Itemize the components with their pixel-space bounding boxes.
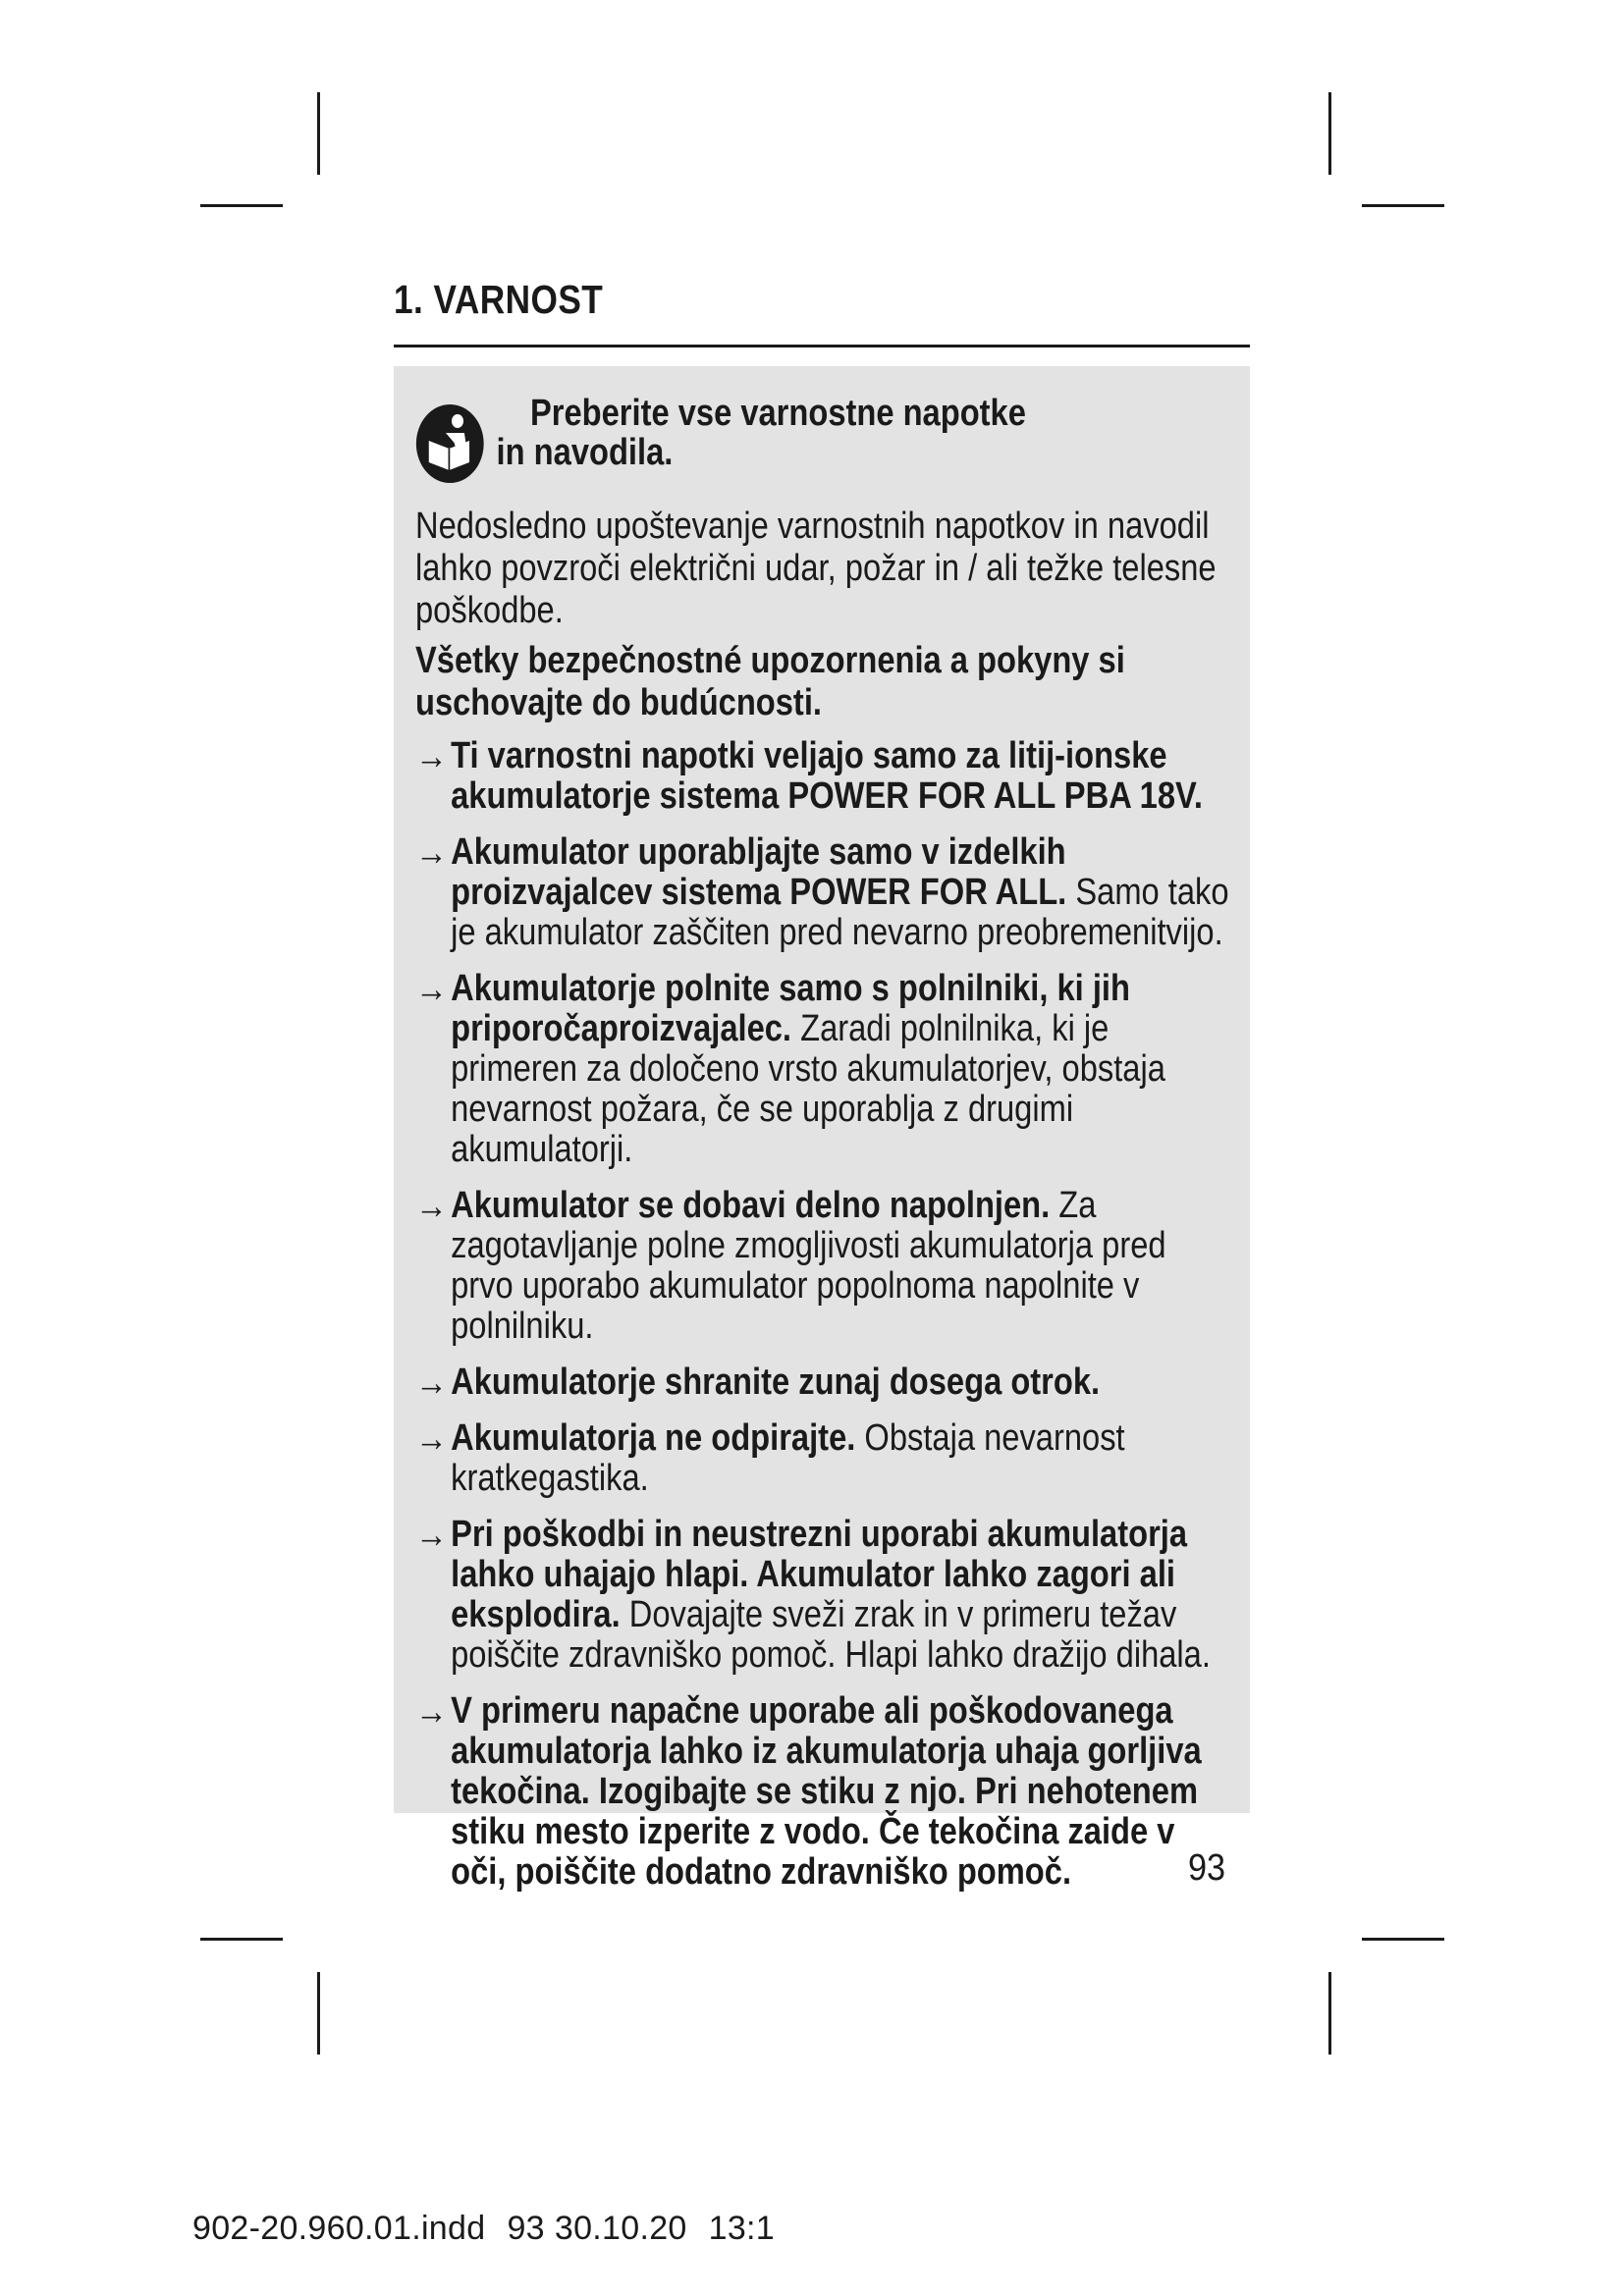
arrow-icon: → — [415, 832, 448, 874]
print-slug — [192, 2210, 796, 2248]
notice-header — [415, 394, 1234, 506]
slug-page: 93 — [507, 2210, 545, 2247]
notice-title-line1: Preberite vse varnostne napotke — [529, 393, 1026, 434]
slug-file: 902-20.960.01.indd — [192, 2210, 486, 2247]
crop-mark-top-right-vertical — [1328, 92, 1331, 175]
crop-mark-bottom-right-horizontal — [1362, 1938, 1444, 1941]
crop-mark-bottom-right-vertical — [1328, 1972, 1331, 2055]
crop-mark-bottom-left-horizontal — [200, 1938, 283, 1941]
list-item: → Akumulatorja ne odpirajte. Obstaja nevarnost kratkegastika. — [415, 1417, 1125, 1499]
page-number: 93 — [1188, 1847, 1226, 1889]
list-item: → Akumulator se dobavi delno napolnjen. Za zagotavljanje polne zmogljivosti akumulatorja pred prvo uporabo akumulator popolnoma napolnite v polnilniku. — [415, 1185, 1166, 1347]
list-item: → Akumulatorje polnite samo s polnilniki, ki jih priporočaproizvajalec. Zaradi polnilnika, ki je primeren za določeno vrsto akumulatorjev, obstaja nevarnost požara, če se uporablja z drugimi akumulatorji. — [415, 968, 1165, 1170]
section-title: 1. VARNOST — [394, 277, 604, 322]
arrow-icon: → — [415, 1362, 448, 1404]
arrow-icon: → — [415, 1691, 448, 1733]
arrow-icon: → — [415, 1418, 448, 1460]
crop-mark-top-left-horizontal — [200, 204, 283, 207]
slug-time: 13:1 — [708, 2210, 775, 2247]
notice-title — [497, 394, 1026, 472]
list-item: → Pri poškodbi in neustrezni uporabi akumulatorja lahko uhajajo hlapi. Akumulator lahko zagori ali eksplodira. Dovajajte sveži zrak in v primeru težav poiščite zdravniško pomoč. Hlapi lahko dražijo dihala. — [415, 1514, 1211, 1676]
arrow-icon: → — [415, 969, 448, 1010]
notice-body: Nedosledno upoštevanje varnostnih napotkov in navodil lahko povzroči električni udar, požar in / ali težke telesne poškodbe. — [415, 506, 1217, 631]
arrow-icon: → — [415, 1186, 448, 1227]
list-item: → Akumulatorje shranite zunaj dosega otrok. — [415, 1362, 1101, 1404]
list-item: → V primeru napačne uporabe ali poškodovanega akumulatorja lahko iz akumulatorja uhaja gorljiva tekočina. Izogibajte se stiku z njo. Pri nehotenem stiku mesto izperite z vodo. Če tekočina zaide v oči, poiščite dodatno zdravniško pomoč. — [415, 1690, 1202, 1893]
arrow-icon: → — [415, 1515, 448, 1556]
keep-note: Všetky bezpečnostné upozornenia a pokyny si uschovajte do budúcnosti. — [415, 640, 1125, 723]
crop-mark-bottom-left-vertical — [317, 1972, 320, 2055]
list-item: → Akumulator uporabljajte samo v izdelkih proizvajalcev sistema POWER FOR ALL. Samo tako je akumulator zaščiten pred nevarno preobremenitvijo. — [415, 831, 1229, 953]
notice-title-line2: in navodila. — [496, 432, 674, 473]
slug-date: 30.10.20 — [554, 2210, 687, 2247]
title-rule — [394, 345, 1250, 347]
arrow-icon: → — [415, 736, 448, 777]
crop-mark-top-left-vertical — [317, 92, 320, 175]
crop-mark-top-right-horizontal — [1362, 204, 1444, 207]
read-manual-icon — [415, 403, 485, 484]
list-item: → Ti varnostni napotki veljajo samo za litij-ionske akumulatorje sistema POWER FOR ALL PBA 18V. — [415, 735, 1203, 817]
safety-list — [415, 736, 1234, 1893]
